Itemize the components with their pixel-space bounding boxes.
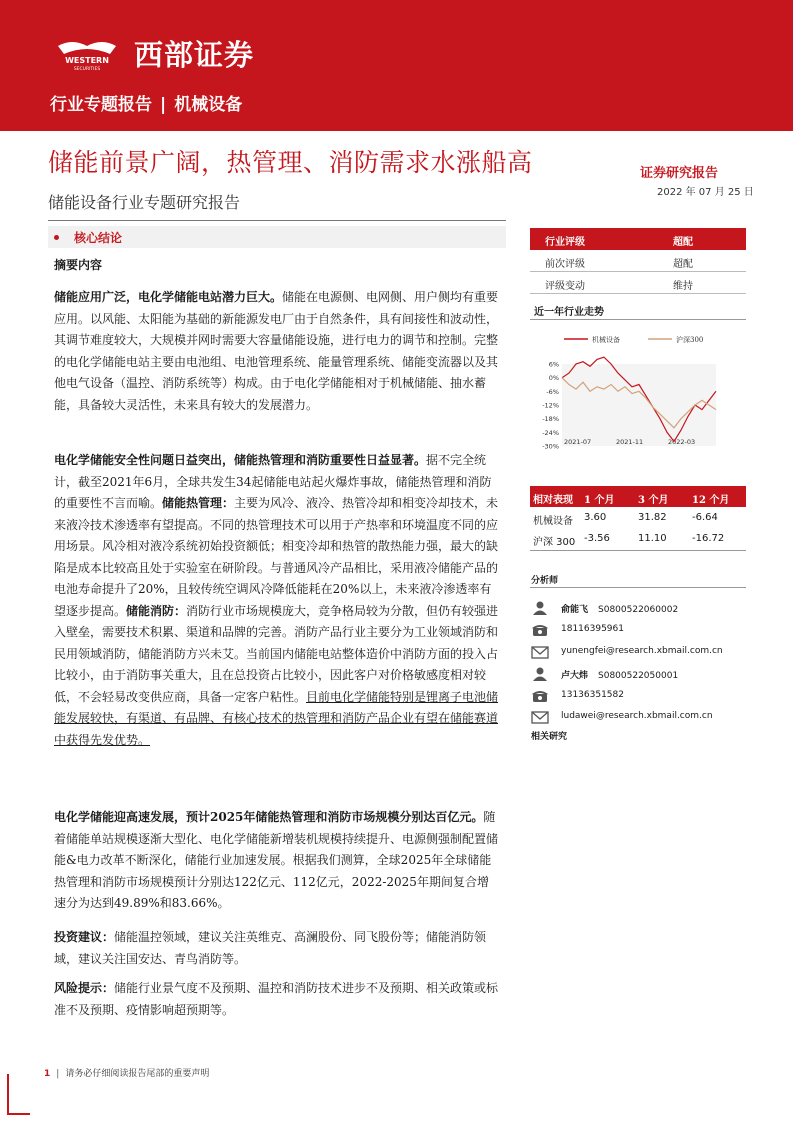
- analyst-1-email: [531, 641, 747, 663]
- rating-row: [530, 228, 746, 250]
- paragraph-text: 储能行业景气度不及预期、温控和消防技术进步不及预期、相关政策或标准不及预期、疫情影响超预期等。: [54, 981, 499, 1017]
- analyst-2-name: [531, 663, 747, 685]
- performance-cell: 3.60: [584, 512, 607, 523]
- summary-heading: 摘要内容: [54, 258, 103, 272]
- plot-area: [562, 364, 716, 446]
- page-number: 1: [44, 1069, 51, 1079]
- header-banner: [0, 0, 793, 131]
- y-tick-label: -6%: [546, 387, 559, 396]
- paragraph-application: [54, 287, 500, 416]
- related-research-heading: 相关研究: [531, 732, 568, 742]
- performance-divider: [530, 550, 746, 551]
- rating-key: 前次评级: [545, 259, 585, 270]
- legend-label-machinery: 机械设备: [592, 336, 620, 344]
- paragraph-lead: 风险提示：: [54, 981, 115, 995]
- analyst-1-phone: [531, 619, 747, 641]
- rating-value: 超配: [673, 259, 693, 270]
- paragraph-text: 据不完全统计，截至2021年6月，全球共发生34起储能电站起火爆炸事故，储能热管理和消防的重要性不言而喻。: [54, 453, 492, 510]
- person-icon: [531, 600, 549, 616]
- performance-cell: 机械设备: [533, 516, 573, 527]
- rating-key: 行业评级: [545, 237, 585, 248]
- email-icon: [531, 644, 549, 660]
- analyst-cert: S0800522050001: [598, 671, 679, 681]
- footer-separator: |: [56, 1069, 60, 1079]
- footer: [44, 1066, 209, 1079]
- y-tick-label: -12%: [542, 401, 559, 410]
- trend-divider: [530, 319, 746, 320]
- underlined-text: 目前电化学储能特别是锂离子电池储能发展较快，有渠道、有品牌、有核心技术的热管理和消防产品企业有望在储能赛道中获得先发优势。: [54, 689, 499, 747]
- page-subtitle: 储能设备行业专题研究报告: [48, 193, 241, 212]
- performance-cell: -3.56: [584, 533, 610, 544]
- rating-row: [530, 272, 746, 294]
- rating-value: 维持: [673, 281, 693, 292]
- breadcrumb-item-industry: 机械设备: [174, 95, 243, 115]
- y-tick-label: 0%: [548, 374, 559, 383]
- analyst-name: 俞能飞: [561, 605, 589, 615]
- footer-note: 请务必仔细阅读报告尾部的重要声明: [65, 1069, 210, 1079]
- paragraph-text: 主要为风冷、液冷、热管冷却和相变冷却技术，未来液冷技术渗透率有望提高。不同的热管理技术可以用于产热率和环境温度不同的应用场景。风冷相对液冷系统初始投资额低；相变冷却和热管的散热能力强，最大的缺陷是成本比较高且处于实验室在研阶段。与普通风冷产品相比，采用液冷储能产品的电池寿命提升了20%，且较传统空调风冷降低能耗在20%以上，未来液冷渗透率有望逐步提高。: [54, 496, 499, 618]
- analyst-email[interactable]: ludawei@research.xbmail.com.cn: [561, 711, 713, 721]
- analyst-heading: 分析师: [531, 576, 559, 586]
- paragraph-text: 储能在电源侧、电网侧、用户侧均有重要应用。以风能、太阳能为基础的新能源发电厂由于自然条件，具有间接性和波动性，其调节难度较大，大规模并网时需要大容量储能设施，进行电力的调节和控制。完整的电化学储能电站主要由电池组、电池管理系统、能量管理系统、储能变流器以及其他电气设备（温控、消防系统等）构成。由于电化学储能相对于机械储能、抽水蓄能，具备较大灵活性，未来具有较大的发展潜力。: [54, 290, 499, 412]
- core-conclusion-bar: [48, 226, 506, 248]
- paragraph-investment: [54, 927, 500, 970]
- rating-value: 超配: [673, 237, 693, 248]
- y-tick-label: -24%: [542, 428, 559, 437]
- analyst-phone: 13136351582: [561, 690, 624, 700]
- analyst-phone: 18116395961: [561, 624, 624, 634]
- paragraph-market: [54, 807, 500, 915]
- rating-row: [530, 250, 746, 272]
- trend-chart: [530, 324, 746, 454]
- paragraph-safety: [54, 450, 500, 751]
- paragraph-risk: [54, 978, 500, 1021]
- bullet-dot-icon: [54, 235, 59, 240]
- page-title: 储能前景广阔，热管理、消防需求水涨船高: [48, 148, 533, 177]
- breadcrumb-separator: |: [160, 95, 167, 115]
- logo-mark-sub: SECURITIES: [73, 67, 101, 72]
- logo-text: 西部证券: [134, 38, 255, 72]
- performance-cell: 11.10: [638, 533, 667, 544]
- phone-icon: [531, 688, 549, 704]
- breadcrumb-item-type: 行业专题报告: [50, 95, 152, 115]
- performance-header-cell: 12 个月: [692, 495, 730, 506]
- analyst-cert: S0800522060002: [598, 605, 679, 615]
- performance-cell: 沪深 300: [533, 537, 576, 548]
- analyst-name: 卢大炜: [561, 671, 589, 681]
- x-tick-label: 2022-03: [668, 438, 696, 446]
- breadcrumb: [50, 90, 242, 115]
- performance-header-row: [530, 486, 746, 507]
- paragraph-text: 储能温控领域，建议关注英维克、高澜股份、同飞股份等；储能消防领域，建议关注国安达、青鸟消防等。: [54, 930, 487, 966]
- analyst-1-name: [531, 597, 747, 619]
- analyst-2-phone: [531, 685, 747, 707]
- y-tick-label: -18%: [542, 415, 559, 424]
- logo-mark-text: WESTERN: [65, 56, 109, 65]
- paragraph-text: 消防行业市场规模庞大，竞争格局较为分散，但仍有较强进入壁垒，需要技术积累、渠道和品牌的完善。消防产品行业主要分为工业领域消防和民用领域消防，储能消防方兴未艾。当前国内储能电站整体造价中消防方面的投入占比较小，由于消防事关重大，且在总投资占比较小，因此客户对价格敏感度相对较低，不会轻易改变供应商，具备一定客户粘性。: [54, 603, 499, 704]
- performance-header-cell: 3 个月: [638, 495, 669, 506]
- email-icon: [531, 709, 549, 725]
- core-conclusion-label: 核心结论: [74, 231, 123, 245]
- paragraph-lead: 电化学储能迎高速发展，预计2025年储能热管理和消防市场规模分别达百亿元。: [54, 810, 484, 824]
- performance-cell: -6.64: [692, 512, 718, 523]
- thermal-label: 储能热管理：: [162, 496, 235, 510]
- legend-label-hs300: 沪深300: [676, 336, 704, 344]
- paragraph-text: 随着储能单站规模逐渐大型化、电化学储能新增装机规模持续提升、电源侧强制配置储能&电力改革不断深化，储能行业加速发展。根据我们测算，全球2025年全球储能热管理和消防市场规模预计分别达122亿元、112亿元，2022-2025年期间复合增速分为达到49.89%和83.66%。: [54, 810, 499, 910]
- person-icon: [531, 666, 549, 682]
- y-tick-label: 6%: [548, 360, 559, 369]
- rating-key: 评级变动: [545, 281, 585, 292]
- paragraph-lead: 电化学储能安全性问题日益突出，储能热管理和消防重要性日益显著。: [54, 453, 427, 467]
- phone-icon: [531, 622, 549, 638]
- corner-decoration-icon: [0, 1070, 30, 1122]
- y-tick-label: -30%: [542, 442, 559, 451]
- western-logo-icon: [52, 36, 122, 72]
- performance-header-cell: 相对表现: [533, 495, 573, 506]
- fire-label: 储能消防：: [126, 603, 187, 618]
- paragraph-lead: 储能应用广泛，电化学储能电站潜力巨大。: [54, 290, 283, 304]
- performance-row: [530, 528, 746, 549]
- report-type: 证券研究报告: [640, 166, 719, 181]
- chart-legend: [564, 335, 703, 344]
- trend-title: 近一年行业走势: [534, 307, 604, 318]
- x-tick-label: 2021-11: [616, 438, 644, 446]
- report-date: 2022 年 07 月 25 日: [657, 187, 754, 198]
- analyst-divider: [530, 587, 746, 588]
- performance-row: [530, 507, 746, 528]
- x-tick-label: 2021-07: [564, 438, 592, 446]
- rating-table: [530, 228, 746, 294]
- performance-cell: -16.72: [692, 533, 725, 544]
- analyst-2-email: [531, 706, 747, 728]
- title-divider: [48, 220, 506, 221]
- performance-table: [530, 486, 746, 549]
- performance-cell: 31.82: [638, 512, 667, 523]
- analyst-email[interactable]: yunengfei@research.xbmail.com.cn: [561, 646, 723, 656]
- paragraph-lead: 投资建议：: [54, 930, 115, 944]
- performance-header-cell: 1 个月: [584, 495, 615, 506]
